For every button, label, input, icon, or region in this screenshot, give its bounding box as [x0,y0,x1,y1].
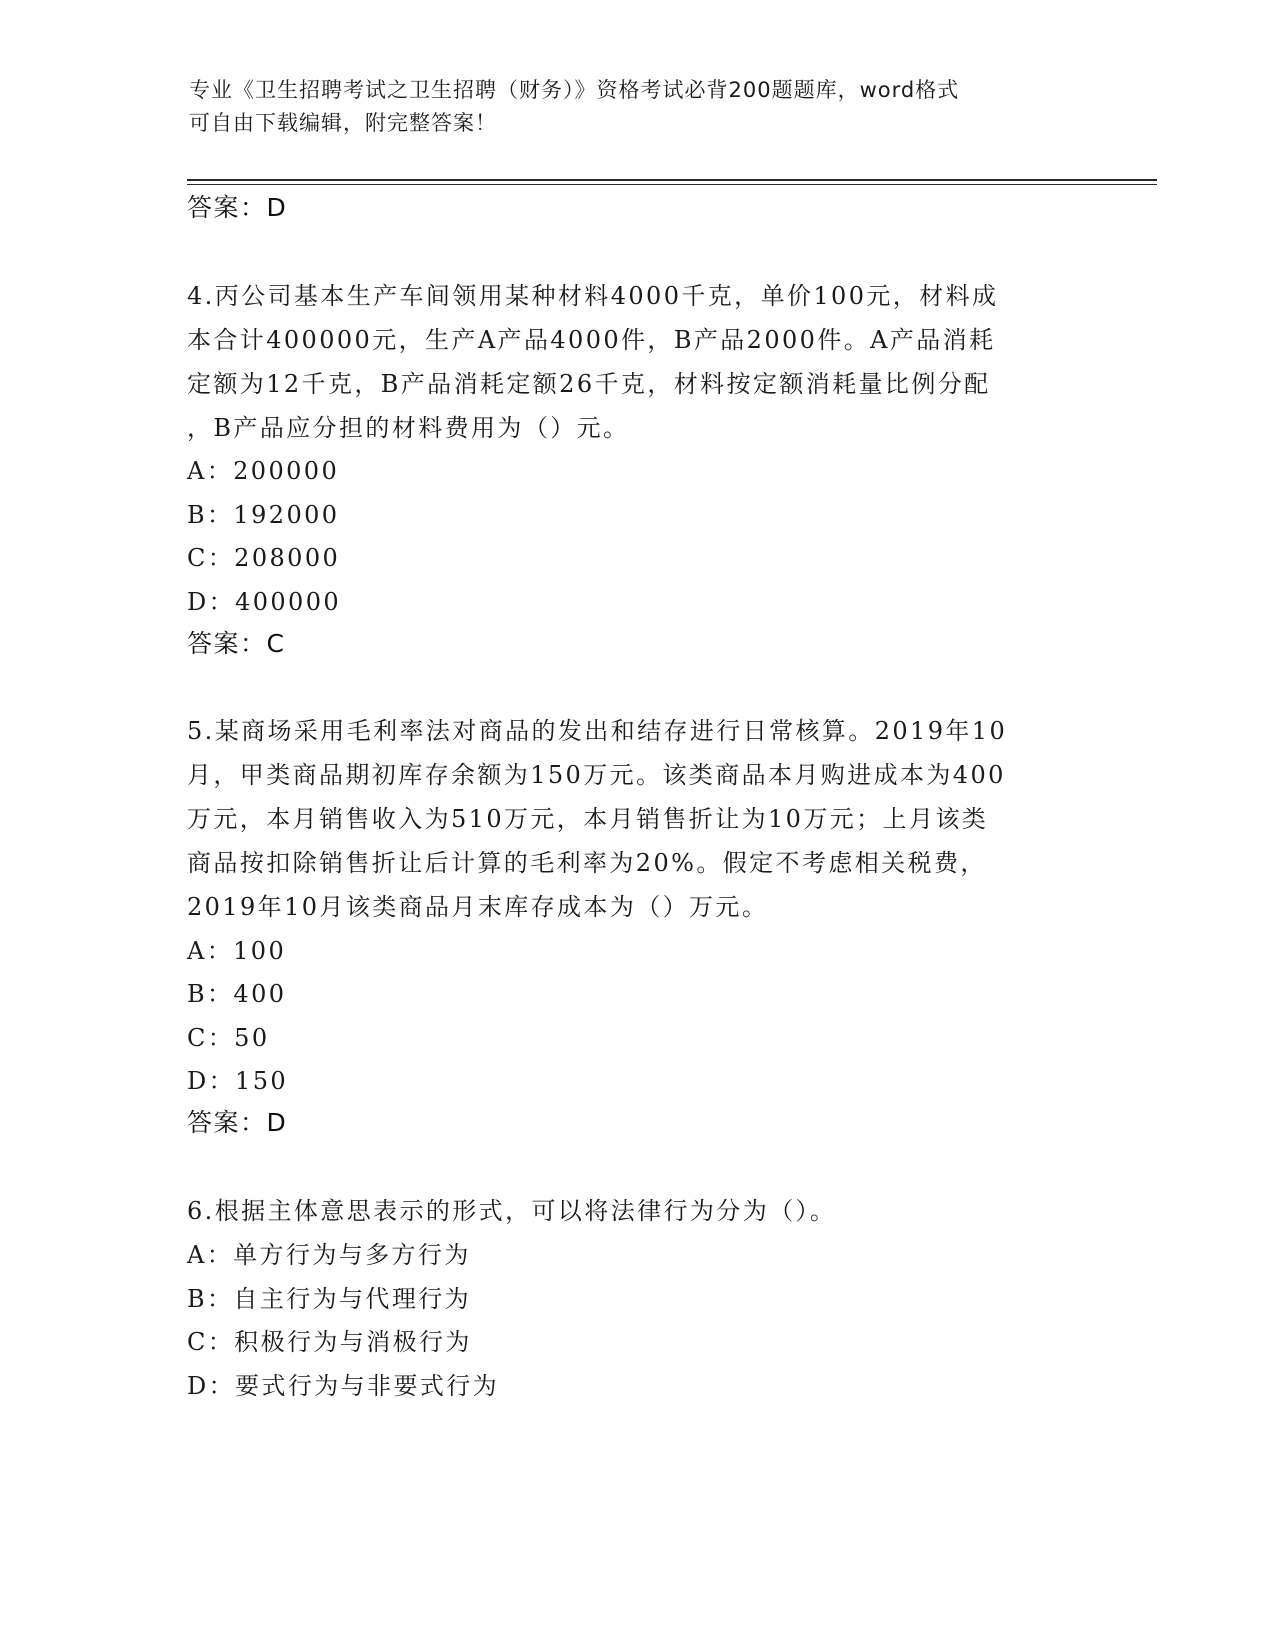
document-header [189,74,1089,140]
question-5-option-b: B：400 [187,980,287,1008]
question-4-option-a: A：200000 [187,457,340,485]
question-5-option-d: D：150 [187,1067,289,1095]
question-4-line-3: 定额为12千克，B产品消耗定额26千克，材料按定额消耗量比例分配 [187,370,991,398]
answer-q5: 答案：D [187,1108,288,1137]
question-6-option-a: A：单方行为与多方行为 [187,1241,471,1269]
question-6-option-c: C：积极行为与消极行为 [187,1328,472,1356]
question-6-option-d: D：要式行为与非要式行为 [187,1372,500,1400]
question-5-line-5: 2019年10月该类商品月末库存成本为（）万元。 [187,893,769,921]
question-4-option-c: C：208000 [187,544,341,572]
answer-q3: 答案：D [187,193,288,222]
question-4-line-2: 本合计400000元，生产A产品4000件，B产品2000件。A产品消耗 [187,326,996,354]
answer-q4: 答案：C [187,629,286,658]
question-4-option-d: D：400000 [187,588,342,616]
question-5-line-2: 月，甲类商品期初库存余额为150万元。该类商品本月购进成本为400 [187,761,1006,789]
question-5-option-a: A：100 [187,937,287,965]
question-6-line-1: 6.根据主体意思表示的形式，可以将法律行为分为（）。 [187,1197,837,1225]
header-line-1: 专业《卫生招聘考试之卫生招聘（财务）》资格考试必背200题题库，word格式 [189,78,960,102]
question-5-line-1: 5.某商场采用毛利率法对商品的发出和结存进行日常核算。2019年10 [187,717,1008,745]
question-5-line-4: 商品按扣除销售折让后计算的毛利率为20%。假定不考虑相关税费， [187,849,987,877]
question-4-line-1: 4.丙公司基本生产车间领用某种材料4000千克，单价100元，材料成 [187,282,999,310]
header-line-2: 可自由下载编辑，附完整答案！ [189,111,497,135]
question-5-option-c: C：50 [187,1024,270,1052]
header-rule-thin [187,184,1157,185]
question-5-line-3: 万元，本月销售收入为510万元，本月销售折让为10万元；上月该类 [187,805,989,833]
question-6-option-b: B：自主行为与代理行为 [187,1285,472,1313]
header-rule-thick [187,179,1157,181]
question-4-line-4: ，B产品应分担的材料费用为（）元。 [187,414,630,442]
question-4-option-b: B：192000 [187,501,340,529]
